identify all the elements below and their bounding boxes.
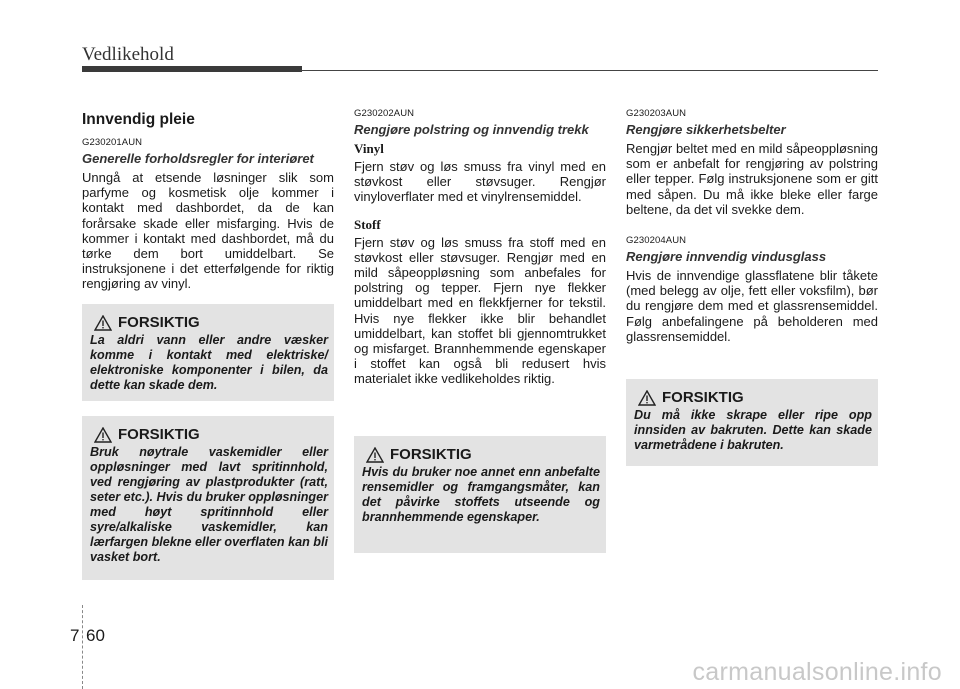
page-header-title: Vedlikehold: [82, 44, 174, 65]
section-heading: Innvendig pleie: [82, 111, 195, 128]
caution-text: Bruk nøytrale vaskemidler eller oppløsninger med lavt spritinnhold, ved rengjøring av plastprodukter (ratt, seter etc.). Hvis du bruker oppløsninger med høyt spritinnhold eller syre/alkaliske vaskemidler, kan lærfargen blekne eller overflaten kan bli vasket bort.: [90, 445, 328, 564]
section-subheading: Rengjøre sikkerhetsbelter: [626, 122, 786, 137]
caution-text: Hvis du bruker noe annet enn anbefalte rensemidler og framgangsmåter, kan det påvirke stoffets utseende og brannhemmende egenskaper.: [362, 465, 600, 524]
section-code: G230202AUN: [354, 108, 415, 119]
caution-title: FORSIKTIG: [662, 389, 744, 406]
section-code: G230201AUN: [82, 137, 143, 148]
section-code: G230204AUN: [626, 235, 687, 247]
caution-box: [82, 304, 334, 401]
section-subheading: Generelle forholdsregler for interiøret: [82, 151, 314, 166]
vinyl-text: Fjern støv og løs smuss fra vinyl med en støvkost eller støvsuger. Rengjør vinyloverflater med et vinylrensemiddel.: [354, 159, 606, 205]
caution-text: La aldri vann eller andre væsker komme i kontakt med elektriske/ elektroniske komponenter i bilen, da dette kan skade dem.: [90, 333, 328, 392]
watermark: carmanualsonline.info: [692, 658, 942, 686]
page-number: 60: [86, 626, 105, 645]
header-bar: [82, 66, 302, 72]
caution-box: [354, 436, 606, 553]
section-subheading: Rengjøre polstring og innvendig trekk: [354, 122, 589, 137]
warning-triangle-icon: [94, 427, 112, 443]
caution-box: [626, 379, 878, 466]
stoff-text: Fjern støv og løs smuss fra stoff med en støvkost eller støvsuger. Rengjør med en mild såpeoppløsning som anbefales for polstring og tepper. Fjern nye flekker umiddelbart med en flekkfjerner for tekstil. Hvis nye flekker ikke blir behandlet umiddelbart, kan stoffet bli gjennomtrukket og misfarget. Brannhemmende egenskaper i stoffet kan også bli redusert hvis materialet ikke vedlikeholdes riktig.: [354, 234, 606, 387]
footer-divider: [82, 605, 83, 689]
seatbelt-text: Rengjør beltet med en mild såpeoppløsning som er anbefalt for rengjøring av polstring eller tepper. Følg instruksjonene som er gitt med såpen. Du må ikke bleke eller farge beltene, da det vil svekke dem.: [626, 141, 878, 217]
caution-text: Du må ikke skrape eller ripe opp innsiden av bakruten. Dette kan skade varmetrådene i bakruten.: [634, 408, 872, 452]
warning-triangle-icon: [94, 315, 112, 331]
header-rule: [300, 70, 878, 71]
column-3: [626, 108, 878, 344]
section-body-text: Unngå at etsende løsninger slik som parfyme og kosmetisk olje kommer i kontakt med dashbordet, da de kan forårsake skade eller misfarging. Hvis de kommer i kontakt med dashbordet, må du tørke dem bort umiddelbart. Se instruksjonene i det etterfølgende for riktig rengjøring av vinyl.: [82, 170, 334, 292]
caution-title: FORSIKTIG: [118, 314, 200, 331]
warning-triangle-icon: [638, 390, 656, 406]
window-glass-text: Hvis de innvendige glassflatene blir tåkete (med belegg av olje, fett eller voksfilm), bør du rengjøre dem med et glassrensemiddel. Følg anbefalingene på beholderen med glassrensemiddel.: [626, 268, 878, 344]
vinyl-heading: Vinyl: [354, 141, 384, 156]
column-1: [82, 108, 334, 292]
chapter-number: 7: [70, 626, 80, 645]
stoff-heading: Stoff: [354, 216, 381, 232]
section-code: G230203AUN: [626, 108, 687, 119]
section-subheading: Rengjøre innvendig vindusglass: [626, 249, 827, 265]
caution-box: [82, 416, 334, 580]
warning-triangle-icon: [366, 447, 384, 463]
caution-title: FORSIKTIG: [118, 426, 200, 443]
column-2: [354, 108, 606, 387]
caution-title: FORSIKTIG: [390, 446, 472, 463]
